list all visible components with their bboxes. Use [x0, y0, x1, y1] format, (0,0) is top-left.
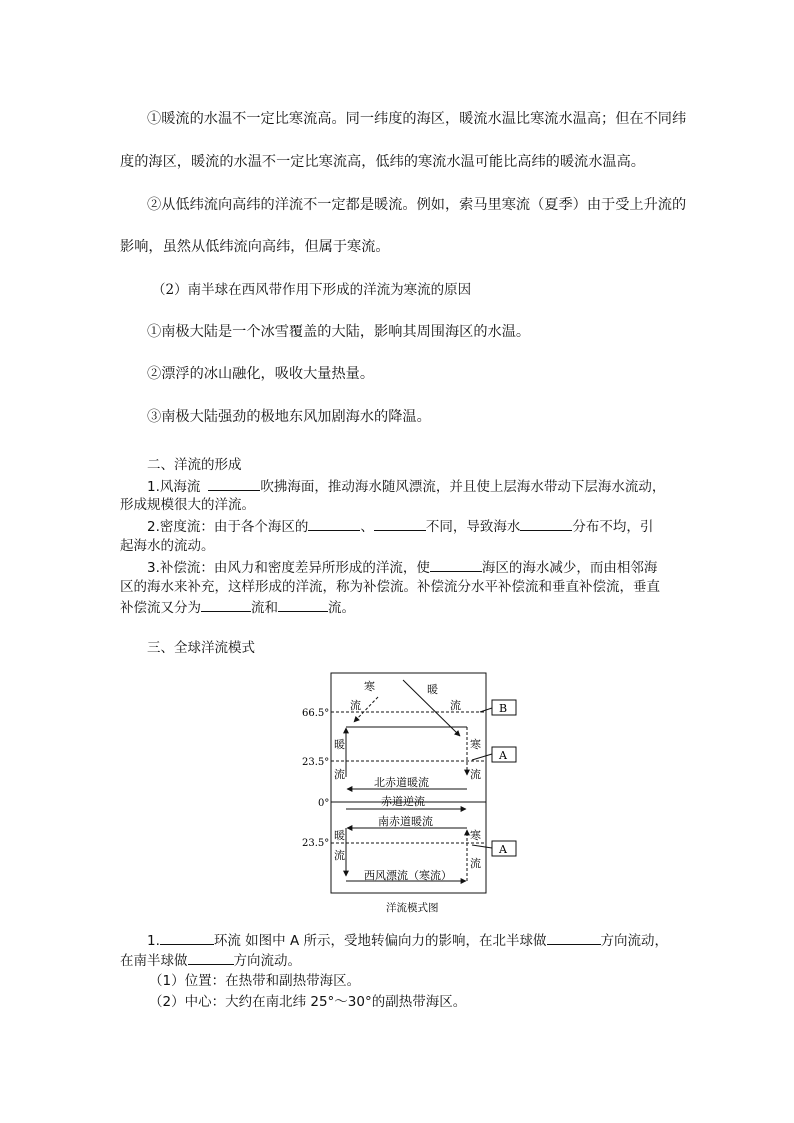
item-compensation-current	[147, 558, 657, 577]
label-flow-n-right: 流	[470, 768, 481, 781]
item2-text-b: 、	[360, 519, 374, 535]
fill-blank[interactable]	[208, 477, 260, 491]
item3-text-e: 流和	[251, 600, 278, 616]
item2-continuation: 起海水的流动。	[120, 538, 215, 554]
lat-label-66-5: 66.5°	[302, 708, 330, 719]
item2-text-d: 分布不均，引	[572, 519, 654, 535]
label-cold-s-right: 寒	[470, 829, 481, 842]
label-south-equatorial: 南赤道暖流	[378, 815, 433, 828]
gyre-center: （2）中心：大约在南北纬 25°～30°的副热带海区。	[149, 994, 467, 1010]
callout-a1-leader	[472, 754, 492, 760]
item3-text-f: 流。	[328, 600, 355, 616]
section-2-heading: 二、洋流的形成	[147, 457, 242, 473]
fill-blank[interactable]	[160, 931, 214, 945]
item3-text-a: 3.补偿流：由风力和密度差异所形成的洋流，使	[147, 560, 430, 576]
gyre-question-line2	[120, 951, 301, 970]
label-flow-s-left: 流	[334, 849, 345, 862]
fill-blank[interactable]	[278, 598, 328, 612]
lat-label-0: 0°	[318, 798, 330, 809]
subheading-southern-westerlies: （2）南半球在西风带作用下形成的洋流为寒流的原因	[152, 282, 472, 298]
label-flow-top-left: 流	[350, 699, 361, 712]
item1-text: 吹拂海面，推动海水随风漂流，并且使上层海水带动下层海水流动，	[260, 479, 666, 495]
callout-b-label: B	[499, 702, 508, 715]
item3-text-b: 海区的海水减少，而由相邻海	[481, 560, 658, 576]
item3-line2: 区的海水来补充，这样形成的洋流，称为补偿流。补偿流分水平补偿流和垂直补偿流，垂直	[120, 579, 660, 595]
item1-label: 1.风海流	[147, 479, 201, 495]
label-west-wind-drift: 西风漂流（寒流）	[364, 869, 452, 882]
para-warm-cold-line2: 度的海区，暖流的水温不一定比寒流高，低纬的寒流水温可能比高纬的暖流水温高。	[120, 154, 645, 170]
label-warm-s-left: 暖	[334, 829, 345, 842]
diagram-caption: 洋流模式图	[386, 902, 439, 914]
label-warm-top: 暖	[427, 683, 438, 696]
q1-text-e: 方向流动。	[233, 953, 301, 969]
callout-a2-label: A	[499, 843, 507, 856]
q1-text-d: 在南半球做	[120, 953, 188, 969]
gyre-position: （1）位置：在热带和副热带海区。	[149, 973, 361, 989]
reason-2: ②漂浮的冰山融化，吸收大量热量。	[147, 366, 375, 382]
label-counter-current: 赤道逆流	[381, 795, 425, 808]
label-flow-top-right: 流	[450, 699, 461, 712]
item1-continuation: 形成规模很大的洋流。	[120, 497, 255, 513]
para-low-high-line2: 影响，虽然从低纬流向高纬，但属于寒流。	[120, 239, 390, 255]
fill-blank[interactable]	[201, 598, 251, 612]
label-flow-n-left: 流	[334, 768, 345, 781]
label-north-equatorial: 北赤道暖流	[374, 776, 429, 789]
q1-text-a: 1.	[147, 933, 160, 949]
label-cold-top: 寒	[364, 680, 375, 693]
callout-a1-label: A	[499, 749, 507, 762]
section-3-heading: 三、全球洋流模式	[147, 640, 255, 656]
para-low-high-line1: ②从低纬流向高纬的洋流不一定都是暖流。例如，索马里寒流（夏季）由于受上升流的	[147, 197, 687, 213]
fill-blank[interactable]	[374, 517, 426, 531]
label-warm-n-left: 暖	[334, 738, 345, 751]
lat-label-23-5s: 23.5°	[302, 838, 330, 849]
fill-blank[interactable]	[430, 558, 482, 572]
item2-text-a: 2.密度流：由于各个海区的	[147, 519, 309, 535]
fill-blank[interactable]	[547, 931, 601, 945]
ocean-current-diagram	[300, 668, 530, 918]
item3-text-d: 补偿流又分为	[120, 600, 201, 616]
callout-a2-leader	[472, 845, 492, 848]
reason-3: ③南极大陆强劲的极地东风加剧海水的降温。	[147, 409, 431, 425]
fill-blank[interactable]	[520, 517, 572, 531]
fill-blank[interactable]	[308, 517, 360, 531]
reason-1: ①南极大陆是一个冰雪覆盖的大陆，影响其周围海区的水温。	[147, 324, 531, 340]
item3-line3	[120, 598, 355, 617]
label-flow-s-right: 流	[470, 857, 481, 870]
item2-text-c: 不同，导致海水	[425, 519, 521, 535]
q1-text-b: 环流 如图中 A 所示，受地转偏向力的影响，在北半球做	[213, 933, 547, 949]
gyre-question-line1	[147, 931, 668, 950]
label-cold-n-right: 寒	[470, 738, 481, 751]
item-wind-current	[147, 477, 665, 496]
fill-blank[interactable]	[188, 951, 234, 965]
item-density-current	[147, 517, 653, 536]
para-warm-cold-line1: ①暖流的水温不一定比寒流高。同一纬度的海区，暖流水温比寒流水温高；但在不同纬	[147, 111, 687, 127]
q1-text-c: 方向流动，	[600, 933, 668, 949]
lat-label-23-5n: 23.5°	[302, 757, 330, 768]
